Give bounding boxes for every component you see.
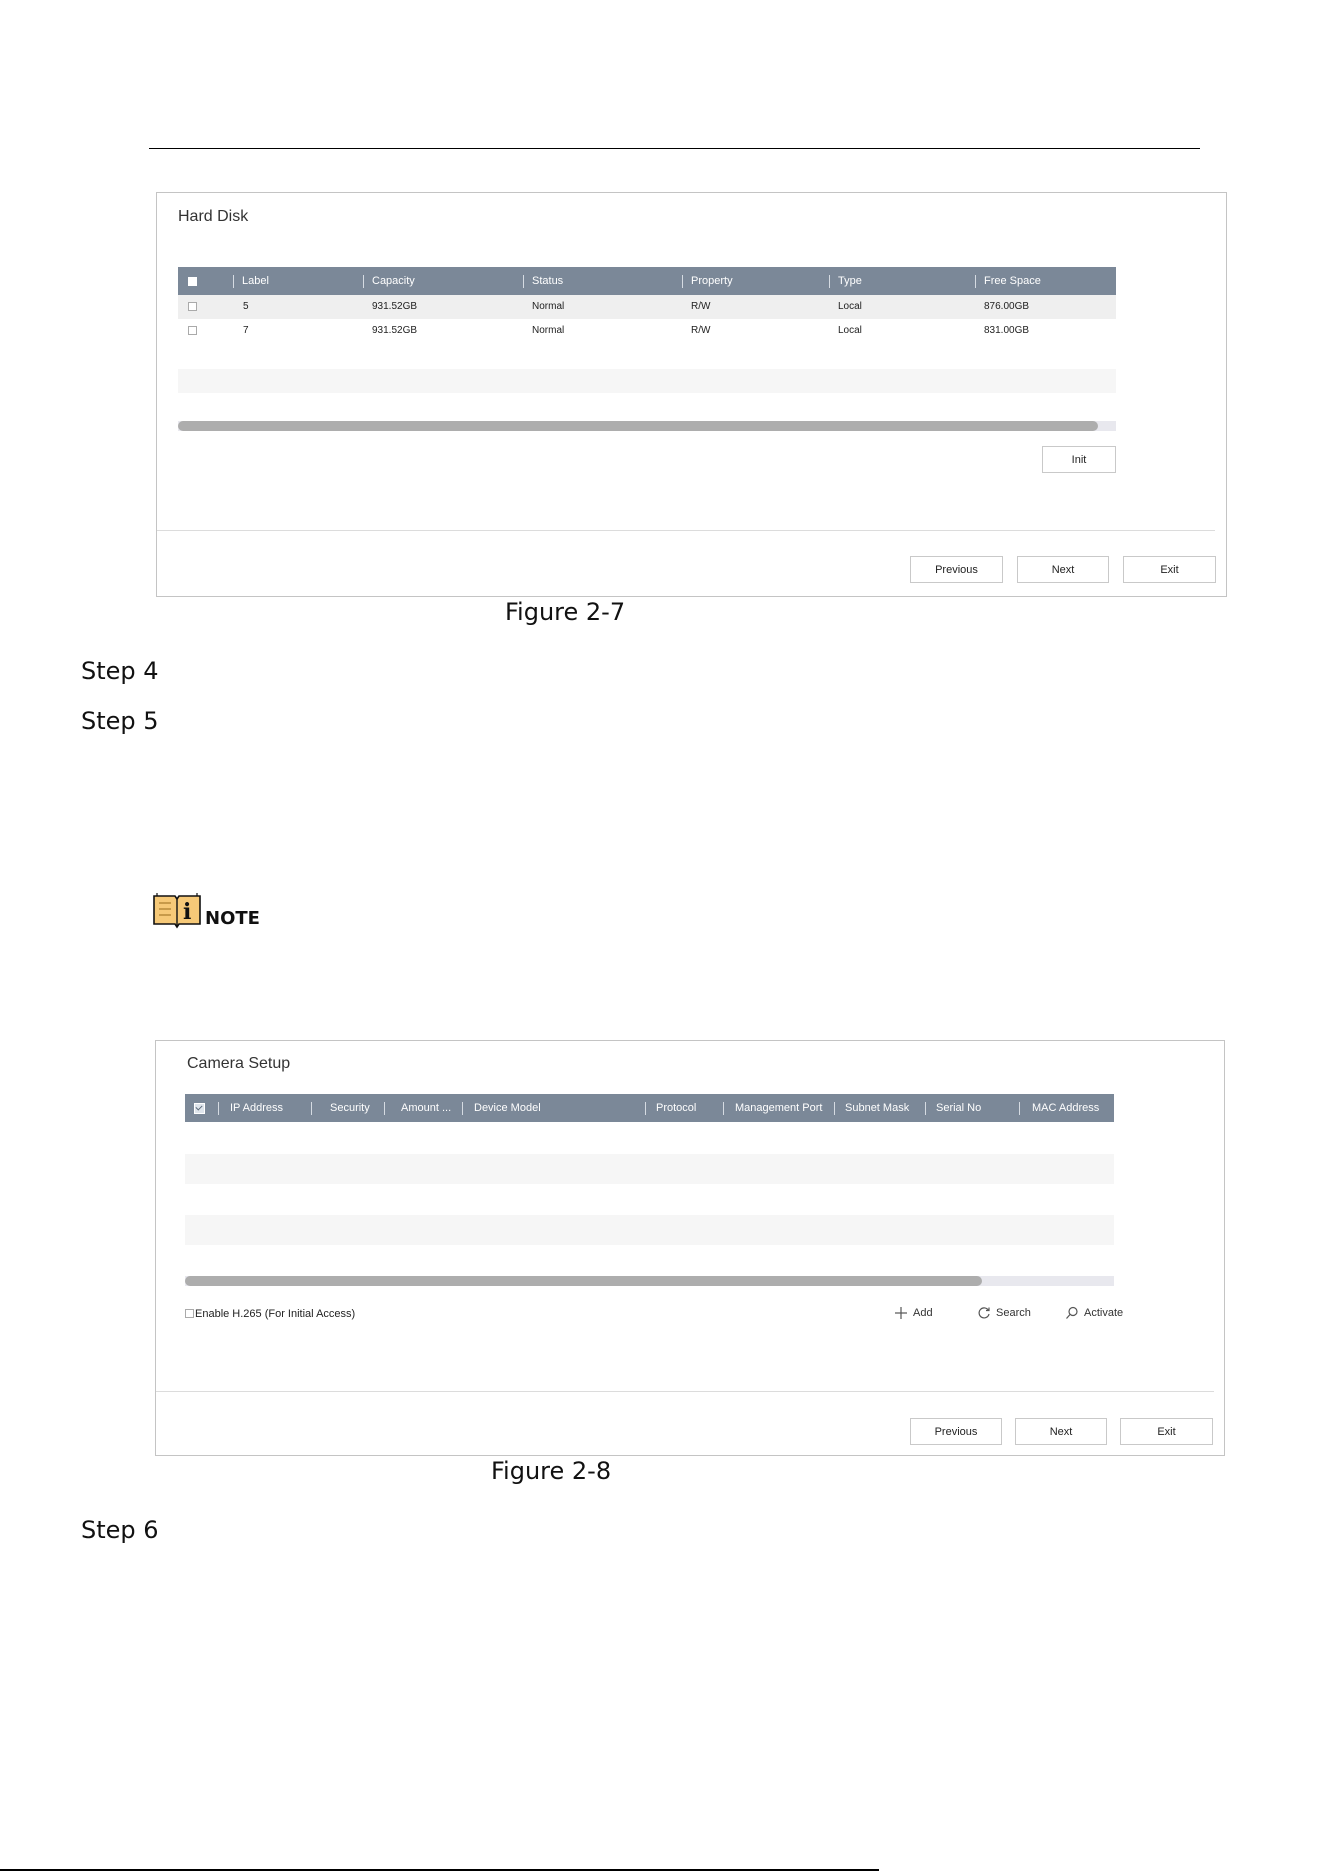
search-button[interactable]	[977, 1306, 1031, 1320]
step-label: Step 6	[81, 1516, 159, 1544]
column-header-ip-address[interactable]: IP Address	[230, 1102, 283, 1114]
cell-property: R/W	[691, 301, 711, 312]
column-separator	[829, 275, 830, 288]
column-separator	[682, 275, 683, 288]
figure-caption: Figure 2-7	[505, 598, 626, 626]
table-row[interactable]	[178, 295, 1116, 319]
activate-button[interactable]	[1065, 1306, 1123, 1320]
camera-table-header	[185, 1094, 1114, 1122]
horizontal-scrollbar[interactable]	[178, 421, 1116, 431]
figure-caption: Figure 2-8	[491, 1457, 612, 1485]
column-separator	[523, 275, 524, 288]
column-separator	[723, 1102, 724, 1115]
cell-status: Normal	[532, 325, 565, 336]
column-separator	[311, 1102, 312, 1115]
scrollbar-thumb[interactable]	[185, 1276, 982, 1286]
column-header-label[interactable]: Label	[242, 275, 269, 287]
add-button[interactable]	[894, 1306, 933, 1320]
cell-type: Local	[838, 301, 862, 312]
previous-button[interactable]: Previous	[910, 1418, 1002, 1445]
plus-icon	[894, 1306, 908, 1320]
column-header-device-model[interactable]: Device Model	[474, 1102, 541, 1114]
add-label: Add	[913, 1306, 933, 1319]
hard-disk-panel	[156, 192, 1227, 597]
column-separator	[384, 1102, 385, 1115]
column-header-capacity[interactable]: Capacity	[372, 275, 415, 287]
select-all-checkbox[interactable]	[194, 1103, 205, 1114]
cell-status: Normal	[532, 301, 565, 312]
column-header-management-port[interactable]: Management Port	[735, 1102, 823, 1114]
column-separator	[363, 275, 364, 288]
row-checkbox[interactable]	[188, 326, 197, 335]
column-header-type[interactable]: Type	[838, 275, 862, 287]
column-separator	[462, 1102, 463, 1115]
refresh-icon	[977, 1306, 991, 1320]
column-separator	[1019, 1102, 1020, 1115]
column-header-subnet-mask[interactable]: Subnet Mask	[845, 1102, 910, 1114]
panel-title: Hard Disk	[178, 208, 249, 225]
horizontal-scrollbar[interactable]	[185, 1276, 1114, 1286]
exit-button[interactable]: Exit	[1123, 556, 1216, 583]
previous-button[interactable]: Previous	[910, 556, 1003, 583]
step-label: Step 4	[81, 657, 159, 685]
cell-type: Local	[838, 325, 862, 336]
column-separator	[233, 275, 234, 288]
column-header-free-space[interactable]: Free Space	[984, 275, 1041, 287]
hard-disk-table-header	[178, 267, 1116, 295]
column-header-protocol[interactable]: Protocol	[656, 1102, 697, 1114]
column-separator	[218, 1102, 219, 1115]
column-header-property[interactable]: Property	[691, 275, 733, 287]
step-label: Step 5	[81, 707, 159, 735]
magnifier-icon	[1065, 1306, 1079, 1320]
init-button[interactable]: Init	[1042, 446, 1116, 473]
scrollbar-thumb[interactable]	[178, 421, 1098, 431]
cell-free-space: 831.00GB	[984, 325, 1030, 336]
search-label: Search	[996, 1306, 1031, 1319]
column-header-amount[interactable]: Amount ...	[401, 1102, 452, 1114]
cell-free-space: 876.00GB	[984, 301, 1030, 312]
empty-table-row	[178, 369, 1116, 393]
exit-button[interactable]: Exit	[1120, 1418, 1213, 1445]
table-row[interactable]	[178, 319, 1116, 343]
enable-h265-option[interactable]	[185, 1308, 355, 1320]
camera-setup-panel	[155, 1040, 1225, 1456]
column-header-serial-no[interactable]: Serial No	[936, 1102, 982, 1114]
activate-label: Activate	[1084, 1306, 1124, 1319]
enable-h265-checkbox[interactable]	[185, 1309, 194, 1318]
panel-title: Camera Setup	[187, 1055, 291, 1072]
column-separator	[645, 1102, 646, 1115]
svg-text:i: i	[183, 899, 192, 925]
cell-label: 7	[243, 325, 249, 336]
row-checkbox[interactable]	[188, 302, 197, 311]
page-footer-rule	[0, 1869, 879, 1871]
cell-property: R/W	[691, 325, 711, 336]
cell-label: 5	[243, 301, 249, 312]
next-button[interactable]: Next	[1017, 556, 1109, 583]
info-book-icon	[153, 891, 201, 934]
cell-capacity: 931.52GB	[372, 325, 418, 336]
empty-table-row	[185, 1154, 1114, 1184]
column-separator	[834, 1102, 835, 1115]
panel-divider	[157, 530, 1215, 531]
note-label: NOTE	[205, 908, 260, 929]
column-separator	[975, 275, 976, 288]
enable-h265-label: Enable H.265 (For Initial Access)	[195, 1308, 356, 1320]
column-header-mac-address[interactable]: MAC Address	[1032, 1102, 1100, 1114]
column-header-status[interactable]: Status	[532, 275, 564, 287]
cell-capacity: 931.52GB	[372, 301, 418, 312]
panel-divider	[156, 1391, 1214, 1392]
page-header-rule	[149, 148, 1200, 149]
select-all-checkbox[interactable]	[188, 277, 197, 286]
empty-table-row	[185, 1215, 1114, 1245]
column-separator	[925, 1102, 926, 1115]
column-header-security[interactable]: Security	[330, 1102, 370, 1114]
next-button[interactable]: Next	[1015, 1418, 1107, 1445]
